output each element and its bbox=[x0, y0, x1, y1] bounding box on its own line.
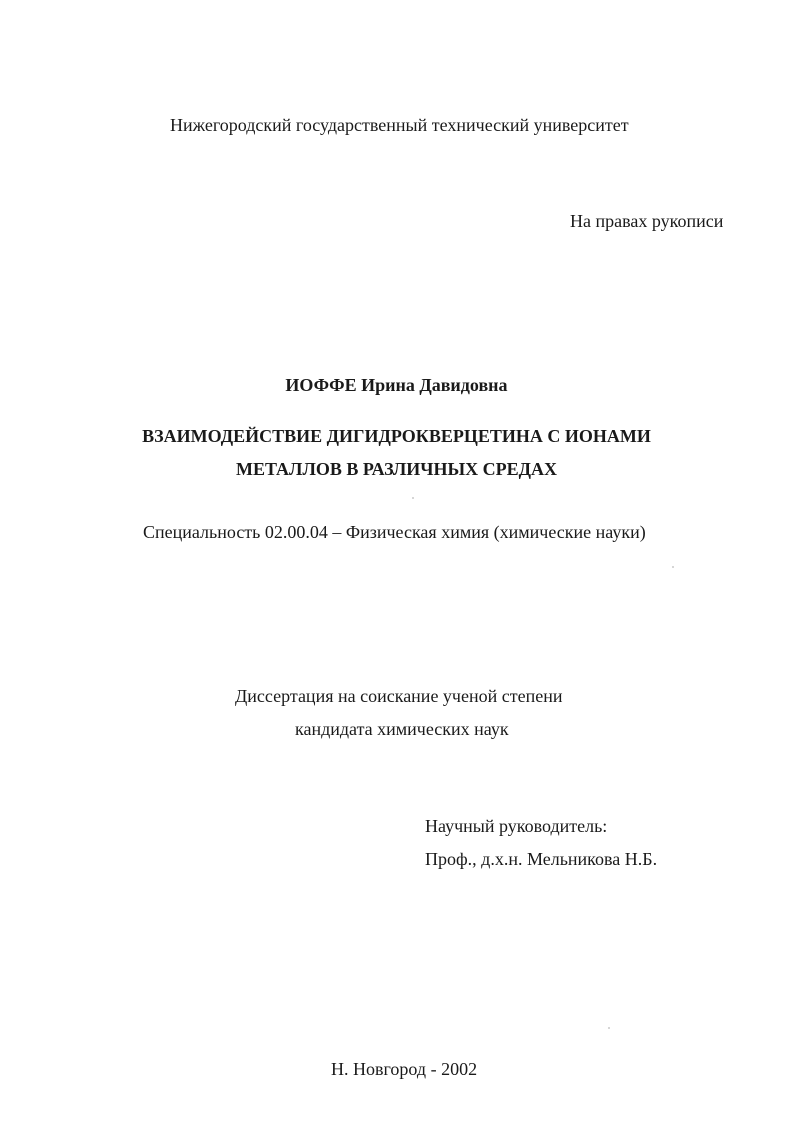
dissertation-degree-line-1: Диссертация на соискание ученой степени bbox=[235, 686, 563, 706]
scan-speck bbox=[412, 497, 414, 499]
advisor-label: Научный руководитель: bbox=[425, 816, 608, 836]
rights-notice: На правах рукописи bbox=[570, 211, 724, 231]
city-and-year: Н. Новгород - 2002 bbox=[331, 1059, 478, 1079]
specialty-line: Специальность 02.00.04 – Физическая химия (химические науки) bbox=[143, 522, 646, 542]
scan-speck bbox=[608, 1027, 610, 1029]
university-name: Нижегородский государственный технический университет bbox=[170, 115, 629, 135]
author-name: ИОФФЕ Ирина Давидовна bbox=[285, 375, 508, 395]
scan-speck bbox=[672, 566, 674, 568]
advisor-name: Проф., д.х.н. Мельникова Н.Б. bbox=[425, 849, 658, 869]
thesis-title-line-2: МЕТАЛЛОВ В РАЗЛИЧНЫХ СРЕДАХ bbox=[235, 459, 558, 479]
dissertation-degree-line-2: кандидата химических наук bbox=[295, 719, 509, 739]
thesis-title-line-1: ВЗАИМОДЕЙСТВИЕ ДИГИДРОКВЕРЦЕТИНА С ИОНАМИ bbox=[142, 426, 651, 446]
